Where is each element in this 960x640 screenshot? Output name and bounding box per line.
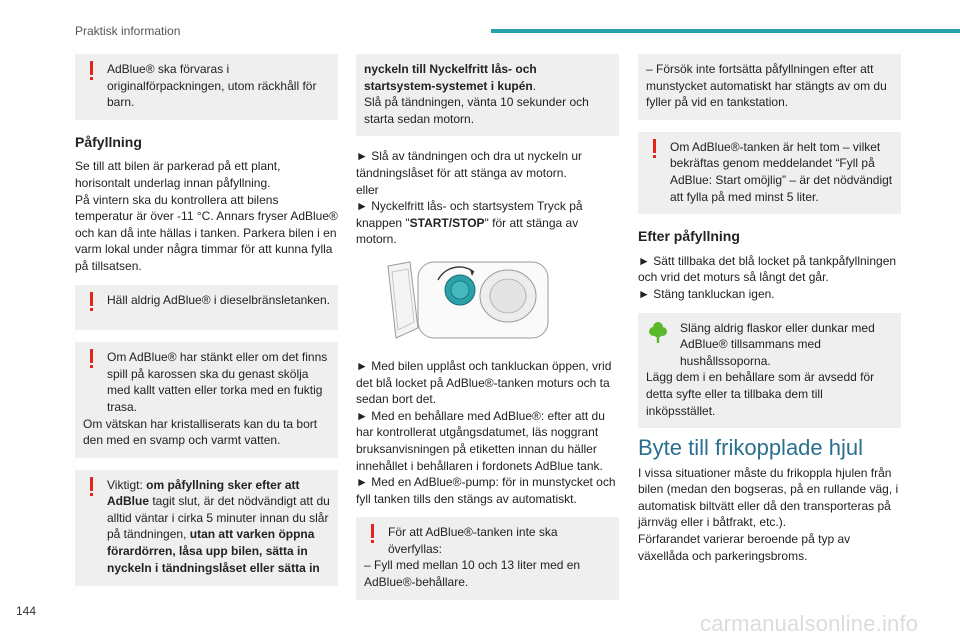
warning-note-diesel <box>75 285 338 331</box>
note-bold: utan att varken öppna förardörren, låsa upp bilen, sätta in nyckeln i tändningslåset eller sätta in <box>107 527 320 575</box>
step-text: eller <box>356 182 379 197</box>
note-text: Slå på tändningen, vänta 10 sekunder och starta sedan motorn. <box>364 95 589 126</box>
section-heading-efter-pafyllning: Efter påfyllning <box>638 228 740 245</box>
note-text: Om AdBlue® har stänkt eller om det finns spill på karossen ska du genast skölja med kallt vatten eller torka med en fuktig trasa. <box>107 350 328 414</box>
step-text: ► Sätt tillbaka det blå locket på tankpåfyllningen och vrid det moturs så långt det går. <box>638 253 897 285</box>
watermark: carmanualsonline.info <box>700 611 919 636</box>
step-text: ► Med en behållare med AdBlue®: efter att du har kontrollerat utgångsdatumet, läs noggrant bruksanvisningen på etiketten innan du häller innehållet i behållaren i fordonets AdBlue tank. <box>356 408 605 473</box>
column-3 <box>638 54 901 564</box>
paragraph: Förfarandet varierar beroende på typ av växellåda och parkeringsbroms. <box>638 532 851 563</box>
section-title-frikopplade-hjul: Byte till frikopplade hjul <box>638 435 864 461</box>
start-stop-label: START/STOP <box>409 215 485 230</box>
column-2 <box>356 54 619 612</box>
note-bold: nyckeln till Nyckelfritt lås- och startsystem-systemet i kupén <box>364 62 537 93</box>
tree-icon <box>649 321 667 343</box>
column-1 <box>75 54 338 598</box>
step-text: ► Slå av tändningen och dra ut nyckeln ur tändningslåset för att stänga av motorn. <box>356 149 583 180</box>
note-text: Släng aldrig flaskor eller dunkar med AdBlue® tillsammans med hushållssoporna. <box>680 320 875 368</box>
page-header-title: Praktisk information <box>75 24 181 38</box>
step-text: ► Med bilen upplåst och tankluckan öppen, vrid det blå locket på AdBlue®-tanken moturs och ta sedan bort det. <box>356 358 612 407</box>
note-lead: Viktigt: <box>107 477 147 492</box>
filler-cap-drawing <box>378 258 558 344</box>
warning-note-storage <box>75 54 338 120</box>
step-text <box>356 198 619 248</box>
warning-note-empty-tank <box>638 132 901 214</box>
note-text: Om vätskan har kristalliserats kan du ta bort den med en svamp och varmt vatten. <box>83 416 318 448</box>
environment-note <box>638 313 901 429</box>
note-text <box>83 477 330 577</box>
section-heading-pafyllning: Påfyllning <box>75 133 142 150</box>
note-text: För att AdBlue®-tanken inte ska överfyllas: <box>388 525 558 556</box>
adblue-filler-illustration <box>378 258 558 344</box>
header-accent-bar <box>491 29 960 33</box>
warning-icon <box>87 477 95 497</box>
warning-note-refill <box>75 470 338 587</box>
warning-icon <box>650 139 658 159</box>
note-text: – Försök inte fortsätta påfyllningen efter att munstycket automatiskt har stängts av om du fyller på vid en tankstation. <box>646 62 887 110</box>
page-number: 144 <box>16 604 37 618</box>
note-punct: . <box>532 78 537 93</box>
note-text <box>364 61 611 94</box>
step-text: ► Med en AdBlue®-pump: för in munstycket och fyll tanken tills den stängs av automatiskt. <box>356 475 616 506</box>
warning-icon <box>87 349 95 369</box>
note-continuation <box>356 54 619 136</box>
note-text: Lägg dem i en behållare som är avsedd för detta syfte eller ta tillbaka dem till inköpsstället. <box>646 370 875 418</box>
warning-note-overfill <box>356 517 619 599</box>
note-text: AdBlue® ska förvaras i originalförpackningen, utom räckhåll för barn. <box>107 62 317 110</box>
step-text-pre: ► Nyckelfritt lås- och startsystem Tryck på knappen " <box>356 199 583 230</box>
note-bold: om påfyllning sker efter att AdBlue <box>107 477 300 509</box>
warning-icon <box>87 292 95 312</box>
paragraph: Se till att bilen är parkerad på ett plant, horisontalt underlag innan påfyllning. <box>75 159 281 190</box>
note-text: Om AdBlue®-tanken är helt tom – vilket bekräftas genom meddelandet “Fyll på AdBlue: Start omöjlig” – är det nödvändigt att fylla på med minst 5 liter. <box>670 139 893 204</box>
paragraph: På vintern ska du kontrollera att bilens temperatur är över -11 °C. Annars fryser AdBlue® och kan då inte hällas i tanken. Parkera bilen i en varm lokal under några timmar för att kunna fylla på tillsatsen. <box>75 192 338 273</box>
step-text-post: " för att stänga av motorn. <box>356 215 579 247</box>
note-text-mid: tagit slut, är det nödvändigt att du alltid väntar i cirka 5 minuter innan du slår på tändningen, <box>107 494 330 542</box>
paragraph: I vissa situationer måste du frikoppla hjulen från bilen (medan den bogseras, på en rullande väg, i automatisk biltvätt eller då den transporteras på järnväg eller i båtfrakt, etc.). <box>638 465 899 530</box>
note-text: Häll aldrig AdBlue® i dieselbränsletanken. <box>107 292 330 307</box>
warning-note-spill <box>75 342 338 458</box>
note-continuation <box>638 54 901 120</box>
warning-icon <box>368 524 376 544</box>
note-text: – Fyll med mellan 10 och 13 liter med en AdBlue®-behållare. <box>364 558 581 590</box>
step-text: ► Stäng tankluckan igen. <box>638 286 775 301</box>
warning-icon <box>87 61 95 81</box>
